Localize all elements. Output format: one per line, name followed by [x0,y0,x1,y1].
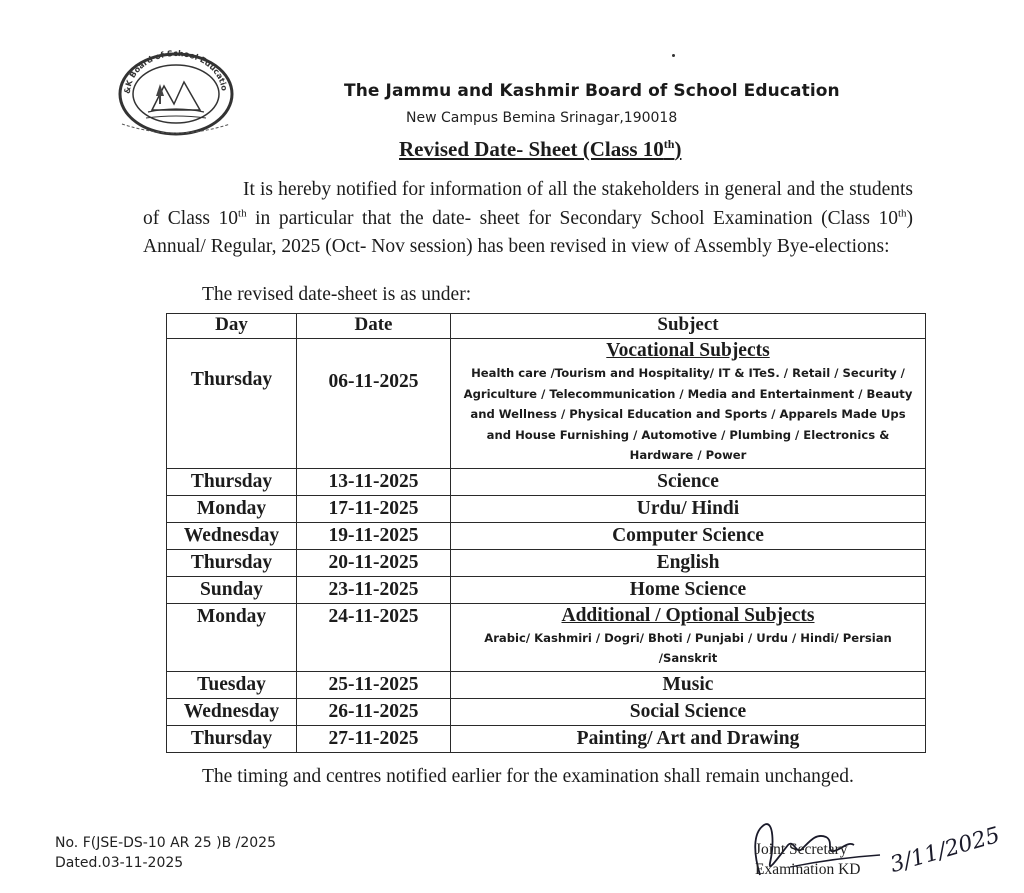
subject-title: Additional / Optional Subjects [561,604,815,626]
reference-date: Dated.03-11-2025 [55,855,184,871]
logo-ring-text: &K Board of School Educatio [122,48,229,95]
date-cell: 20-11-2025 [297,549,451,576]
day-cell: Thursday [167,339,297,469]
signatory-line-1: Joint Secretary [755,841,848,858]
date-cell: 25-11-2025 [297,671,451,698]
header-subject: Subject [451,314,926,339]
subject-cell [451,603,926,671]
subject-cell: Home Science [451,576,926,603]
day-cell: Thursday [167,549,297,576]
date-cell: 13-11-2025 [297,468,451,495]
table-row [167,495,926,522]
table-row [167,468,926,495]
date-cell: 27-11-2025 [297,725,451,752]
reference-number: No. F(JSE-DS-10 AR 25 )B /2025 [55,835,276,851]
day-cell: Thursday [167,725,297,752]
day-cell: Tuesday [167,671,297,698]
table-row [167,603,926,671]
day-cell: Thursday [167,468,297,495]
day-cell: Monday [167,603,297,671]
day-cell: Wednesday [167,522,297,549]
table-row [167,339,926,469]
subject-title: Vocational Subjects [606,340,770,361]
table-header-row [167,314,926,339]
subject-cell: Painting/ Art and Drawing [451,725,926,752]
date-cell: 06-11-2025 [297,339,451,469]
notice-paragraph: It is hereby notified for information of all the stakeholders in general and the students of Class 10th in particular that the date- sheet for Secondary School Examination (Class 10th) Annual/ Regular, 2025 (Oct- Nov session) has been revised in view of Assembly Bye-elections: [143,179,914,257]
table-row [167,725,926,752]
signatory-title [755,840,860,880]
board-name: The Jammu and Kashmir Board of School Education [344,81,840,101]
subject-cell [451,339,926,469]
subject-cell: Urdu/ Hindi [451,495,926,522]
subject-cell: Science [451,468,926,495]
subject-detail: Health care /Tourism and Hospitality/ IT & ITeS. / Retail / Security / Agriculture / Telecommunication / Media and Entertainment / Beauty and Wellness / Physical Education and Sports / Apparels Made Ups and House Furnishing / Automotive / Plumbing / Electronics & Hardware / Power [463,366,913,462]
date-sheet-table [166,313,926,753]
board-address: New Campus Bemina Srinagar,190018 [406,110,678,126]
subject-cell: Computer Science [451,522,926,549]
date-cell: 26-11-2025 [297,698,451,725]
header-date: Date [297,314,451,339]
document-title: Revised Date- Sheet (Class 10th) [399,137,682,161]
table-row [167,576,926,603]
subject-cell: English [451,549,926,576]
date-cell: 24-11-2025 [297,603,451,671]
day-cell: Sunday [167,576,297,603]
day-cell: Wednesday [167,698,297,725]
table-row [167,671,926,698]
subject-detail: Arabic/ Kashmiri / Dogri/ Bhoti / Punjabi / Urdu / Hindi/ Persian /Sanskrit [484,630,892,665]
subject-cell: Social Science [451,698,926,725]
date-cell: 17-11-2025 [297,495,451,522]
table-row [167,698,926,725]
reference-block [55,833,276,873]
signatory-line-2: Examination KD [755,861,861,878]
subject-cell: Music [451,671,926,698]
date-cell: 23-11-2025 [297,576,451,603]
speck-mark [672,54,675,57]
board-logo [112,44,240,136]
table-row [167,522,926,549]
signature-date: 3/11/2025 [887,822,1003,879]
header-day: Day [167,314,297,339]
table-intro: The revised date-sheet is as under: [202,284,472,305]
day-cell: Monday [167,495,297,522]
svg-text:J&K Board of School Education [112,44,229,94]
date-cell: 19-11-2025 [297,522,451,549]
table-row [167,549,926,576]
closing-paragraph: The timing and centres notified earlier for the examination shall remain unchanged. [202,766,854,787]
